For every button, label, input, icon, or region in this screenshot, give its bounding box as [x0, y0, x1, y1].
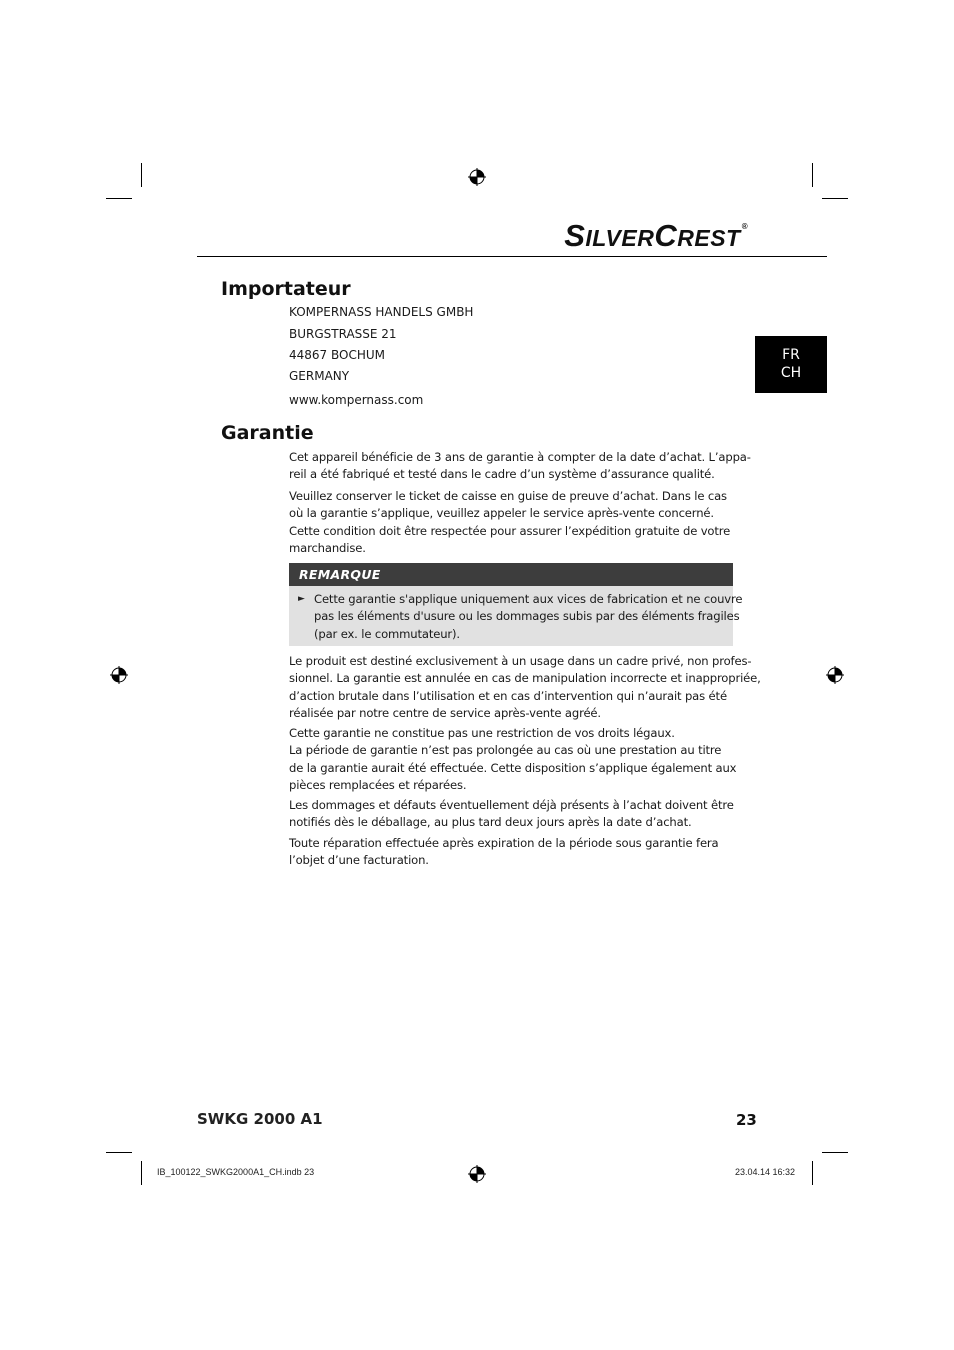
- registration-mark-icon: [110, 666, 128, 684]
- footer-model: SWKG 2000 A1: [197, 1110, 323, 1128]
- language-tab: FR CH: [755, 336, 827, 393]
- note-label: REMARQUE: [299, 567, 381, 582]
- header-rule: [197, 256, 827, 257]
- crop-mark: [812, 163, 813, 187]
- paragraph: Toute réparation effectuée après expiration de la période sous garantie fera l’objet d’une facturation.: [289, 836, 719, 868]
- registration-mark-icon: [826, 666, 844, 684]
- note-header: [289, 563, 733, 586]
- paragraph: Le produit est destiné exclusivement à un usage dans un cadre privé, non profes- sionnel. La garantie est annulée en cas de manipulation incorrecte et inappropriée, d’action brutale dans l’utilisation et en cas d’intervention qui n’aurait pas été réalisée par notre centre de service après-vente agréé.: [289, 654, 761, 720]
- registration-mark-icon: [468, 168, 486, 186]
- section-title-garantie: Garantie: [221, 422, 314, 444]
- section-title-importateur: Importateur: [221, 278, 351, 300]
- address-line: GERMANY: [289, 369, 350, 383]
- note-text: Cette garantie s'applique uniquement aux vices de fabrication et ne couvre pas les éléments d'usure ou les dommages subis par des éléments fragiles (par ex. le commutateur).: [314, 592, 743, 641]
- paragraph: Cette garantie ne constitue pas une restriction de vos droits légaux. La période de garantie n’est pas prolongée au cas où une prestation au titre de la garantie aurait été effectuée. Cette disposition s’applique également aux pièces remplacées et réparées.: [289, 726, 737, 792]
- website-link[interactable]: www.kompernass.com: [289, 393, 424, 407]
- crop-mark: [141, 1161, 142, 1185]
- brand-logo: SILVERCREST®: [564, 218, 748, 253]
- address-line: 44867 BOCHUM: [289, 348, 385, 362]
- crop-mark: [822, 1152, 848, 1153]
- crop-mark: [141, 163, 142, 187]
- crop-mark: [822, 198, 848, 199]
- address-line: KOMPERNASS HANDELS GMBH: [289, 305, 474, 319]
- crop-mark: [106, 1152, 132, 1153]
- page-number: 23: [736, 1111, 757, 1129]
- print-slug-date: 23.04.14 16:32: [735, 1167, 796, 1177]
- registration-mark-icon: [468, 1165, 486, 1183]
- paragraph: Cet appareil bénéficie de 3 ans de garantie à compter de la date d’achat. L’appa- reil a été fabriqué et testé dans le cadre d’un système d’assurance qualité.: [289, 450, 751, 482]
- print-slug-file: IB_100122_SWKG2000A1_CH.indb 23: [157, 1167, 315, 1177]
- note-box: [289, 586, 743, 646]
- paragraph: Les dommages et défauts éventuellement déjà présents à l’achat doivent être notifiés dès le déballage, au plus tard deux jours après la date d’achat.: [289, 798, 734, 830]
- crop-mark: [106, 198, 132, 199]
- arrow-bullet-icon: ►: [298, 594, 305, 604]
- address-line: BURGSTRASSE 21: [289, 327, 397, 341]
- paragraph: Veuillez conserver le ticket de caisse en guise de preuve d’achat. Dans le cas où la garantie s’applique, veuillez appeler le service après-vente concerné. Cette condition doit être respectée pour assurer l’expédition gratuite de votre marchandise.: [289, 489, 731, 555]
- crop-mark: [812, 1161, 813, 1185]
